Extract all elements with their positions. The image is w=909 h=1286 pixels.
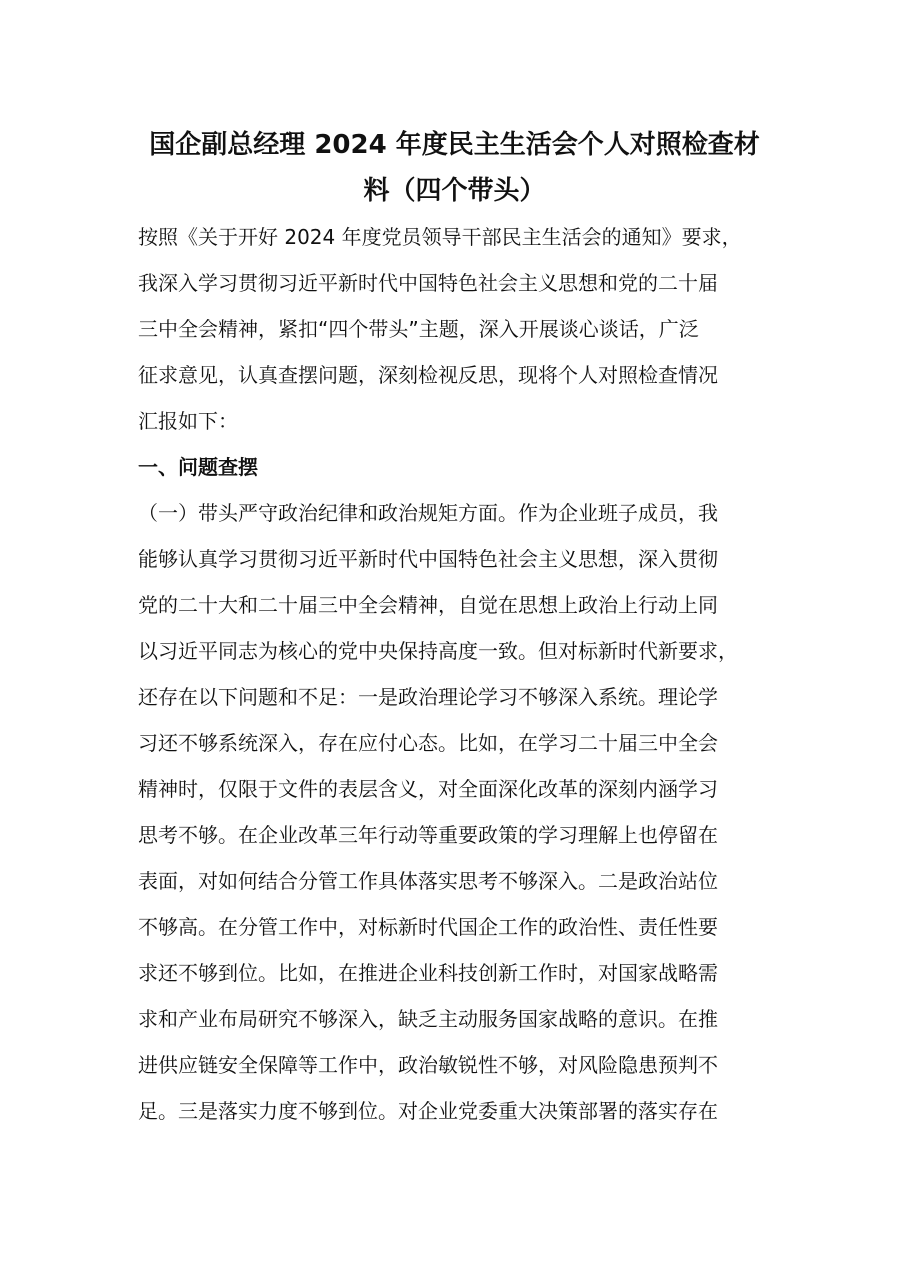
body-line: 表面，对如何结合分管工作具体落实思考不够深入。二是政治站位	[138, 869, 718, 893]
body-line: 还存在以下问题和不足：一是政治理论学习不够深入系统。理论学	[138, 685, 718, 709]
section-heading: 一、问题查摆	[138, 455, 258, 479]
document-title-line-2: 料（四个带头）	[363, 176, 546, 206]
body-line: 习还不够系统深入，存在应付心态。比如，在学习二十届三中全会	[138, 731, 718, 755]
body-line: 思考不够。在企业改革三年行动等重要政策的学习理解上也停留在	[138, 823, 718, 847]
intro-line-3: 三中全会精神，紧扣“四个带头”主题，深入开展谈心谈话，广泛	[138, 317, 699, 341]
body-line: 以习近平同志为核心的党中央保持高度一致。但对标新时代新要求，	[138, 639, 738, 663]
body-line: 足。三是落实力度不够到位。对企业党委重大决策部署的落实存在	[138, 1099, 718, 1123]
body-line: 精神时，仅限于文件的表层含义，对全面深化改革的深刻内涵学习	[138, 777, 718, 801]
body-line: 求和产业布局研究不够深入，缺乏主动服务国家战略的意识。在推	[138, 1007, 718, 1031]
intro-line-5: 汇报如下：	[138, 409, 238, 433]
document-title-line-1: 国企副总经理 2024 年度民主生活会个人对照检查材	[149, 130, 760, 160]
body-line: 进供应链安全保障等工作中，政治敏锐性不够，对风险隐患预判不	[138, 1053, 718, 1077]
intro-line-1: 按照《关于开好 2024 年度党员领导干部民主生活会的通知》要求，	[138, 225, 742, 249]
body-line: 求还不够到位。比如，在推进企业科技创新工作时，对国家战略需	[138, 961, 718, 985]
body-line: 能够认真学习贯彻习近平新时代中国特色社会主义思想，深入贯彻	[138, 547, 718, 571]
intro-line-4: 征求意见，认真查摆问题，深刻检视反思，现将个人对照检查情况	[138, 363, 718, 387]
intro-line-2: 我深入学习贯彻习近平新时代中国特色社会主义思想和党的二十届	[138, 271, 718, 295]
body-line: 党的二十大和二十届三中全会精神，自觉在思想上政治上行动上同	[138, 593, 718, 617]
body-line: （一）带头严守政治纪律和政治规矩方面。作为企业班子成员，我	[138, 501, 718, 525]
body-line: 不够高。在分管工作中，对标新时代国企工作的政治性、责任性要	[138, 915, 718, 939]
